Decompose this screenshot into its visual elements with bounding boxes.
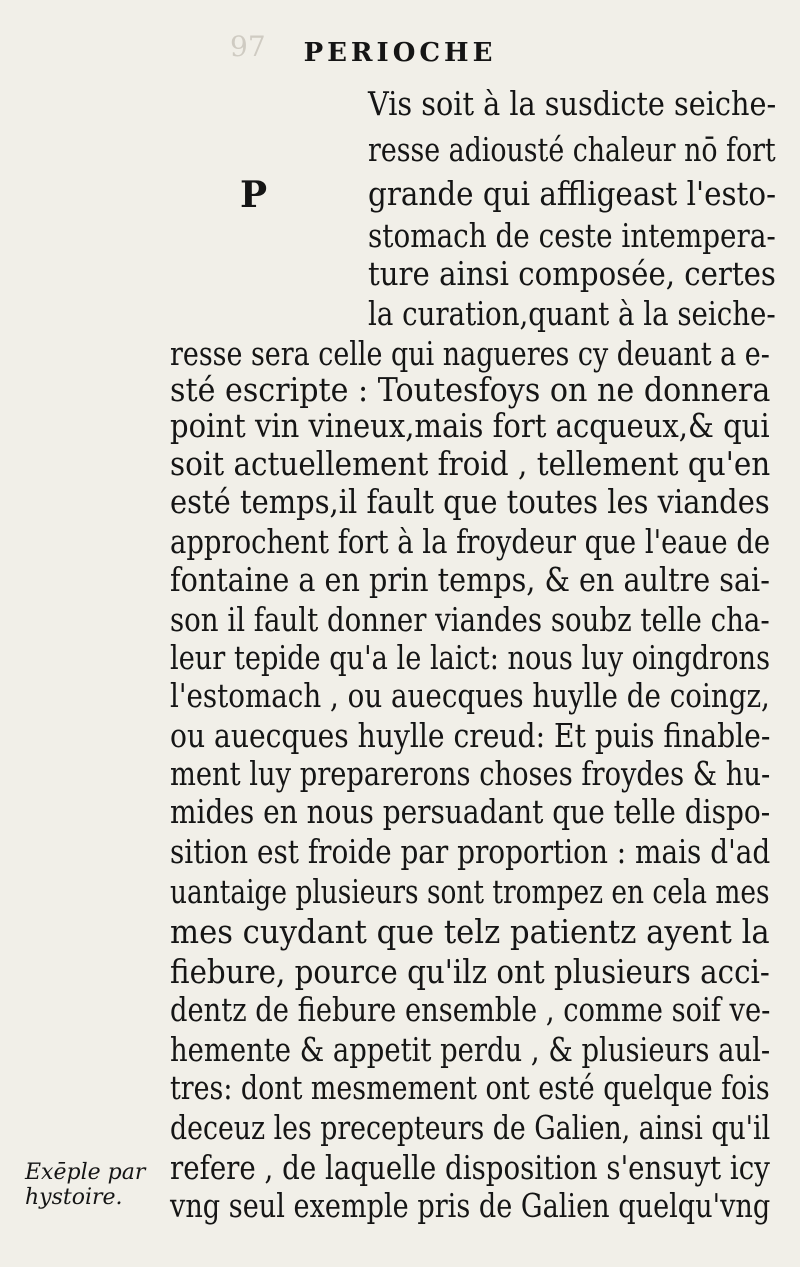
text-line: resse adiousté chaleur nō fort	[368, 130, 776, 169]
text-line: dentz de fiebure ensemble , comme soif ve-	[170, 990, 771, 1029]
text-line: esté temps,il fault que toutes les viandes	[170, 482, 770, 521]
text-line: deceuz les precepteurs de Galien, ainsi qu'il	[170, 1108, 771, 1147]
text-line: leur tepide qu'a le laict: nous luy oingdrons	[170, 638, 771, 677]
text-line: soit actuellement froid , tellement qu'en	[170, 444, 771, 483]
text-line: Vis soit à la susdicte seiche-	[368, 84, 777, 123]
text-line: approchent fort à la froydeur que l'eaue de	[170, 522, 771, 561]
text-line: sté escripte : Toutesfoys on ne donnera	[170, 370, 771, 409]
text-line: vng seul exemple pris de Galien quelqu'vng	[170, 1186, 771, 1225]
text-line: sition est froide par proportion : mais d'ad	[170, 832, 771, 871]
text-line: ment luy preparerons choses froydes & hu-	[170, 754, 771, 793]
text-line: fiebure, pource qu'ilz ont plusieurs acci-	[170, 952, 770, 991]
text-line: fontaine a en prin temps, & en aultre sai-	[170, 560, 770, 599]
text-line: grande qui affligeast l'esto-	[368, 174, 777, 213]
running-title: PERIOCHE	[303, 38, 497, 68]
text-line: uantaige plusieurs sont trompez en cela mes	[170, 872, 770, 911]
text-line: refere , de laquelle disposition s'ensuyt icy	[170, 1148, 770, 1187]
show-through-text: 97	[230, 30, 266, 63]
text-line: mes cuydant que telz patientz ayent la	[170, 912, 770, 951]
text-line: son il fault donner viandes soubz telle cha-	[170, 600, 770, 639]
text-line: mides en nous persuadant que telle dispo-	[170, 792, 771, 831]
text-line: resse sera celle qui nagueres cy deuant a e-	[170, 334, 770, 373]
text-line: l'estomach , ou auecques huylle de coingz,	[170, 676, 770, 715]
text-line: ou auecques huylle creud: Et puis finable-	[170, 716, 771, 755]
margin-note	[25, 1160, 145, 1210]
text-line: ture ainsi composée, certes	[368, 254, 776, 293]
text-line: tres: dont mesmement ont esté quelque fois	[170, 1068, 770, 1107]
margin-note-line: hystoire.	[25, 1185, 123, 1210]
text-line: point vin vineux,mais fort acqueux,& qui	[170, 406, 770, 445]
drop-cap: P	[240, 174, 268, 216]
text-line: hemente & appetit perdu , & plusieurs aul-	[170, 1030, 771, 1069]
text-line: la curation,quant à la seiche-	[368, 294, 776, 333]
margin-note-line: Exēple par	[25, 1160, 146, 1185]
text-line: stomach de ceste intempera-	[368, 216, 776, 255]
